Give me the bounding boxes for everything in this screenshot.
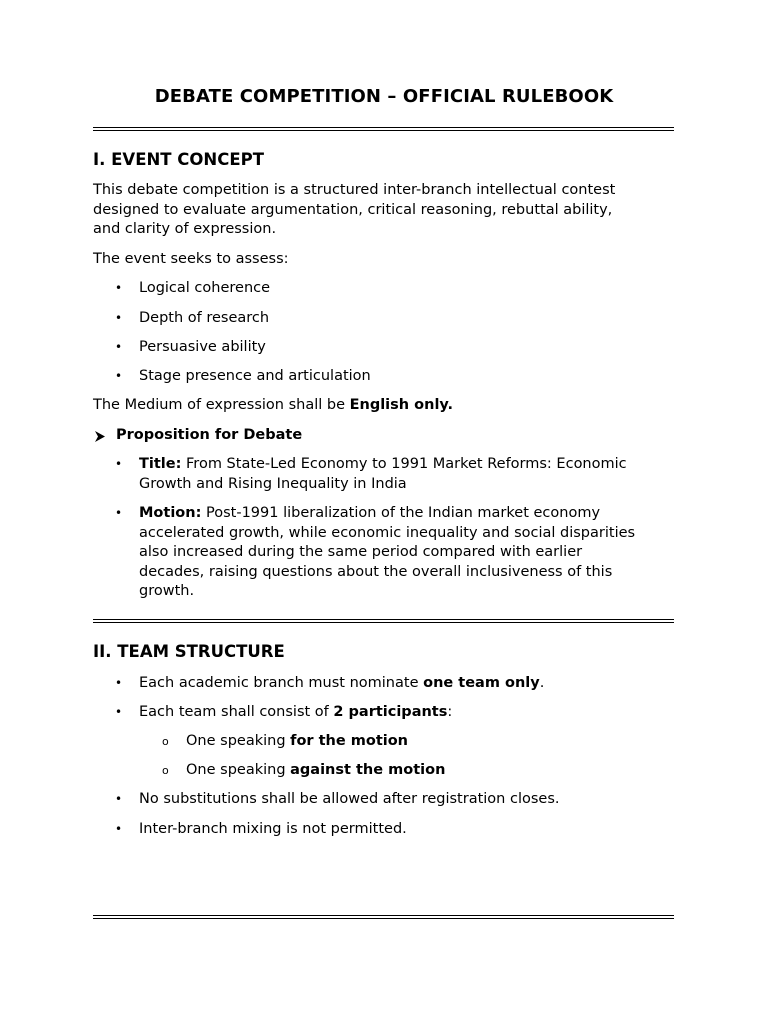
bullet: • [115,311,123,325]
assess-intro: The event seeks to assess: [93,251,289,267]
item-text: : [447,704,453,720]
motion-text: also increased during the same period compared with earlier [139,544,583,560]
bullet: • [115,676,123,690]
motion-text: Post-1991 liberalization of the Indian market economy [201,505,601,521]
sub-bullet: o [162,764,169,777]
item-text: One speaking [186,762,291,778]
assess-item: Logical coherence [139,280,271,296]
team-rule-item [139,674,699,694]
assess-item: Depth of research [139,310,270,326]
assess-item: Persuasive ability [139,339,266,355]
bullet: • [115,705,123,719]
item-text: Each team shall consist of [139,704,334,720]
arrow-bullet-icon [93,427,107,446]
item-text: Each academic branch must nominate [139,675,424,691]
bullet: • [115,369,123,383]
item-bold: one team only [423,675,540,691]
bullet: • [115,506,123,520]
bullet: • [115,457,123,471]
item-text: One speaking [186,733,291,749]
sub-item [186,761,686,781]
bullet: • [115,281,123,295]
intro-paragraph [93,181,683,240]
team-rule-item [139,703,699,723]
double-rule [93,619,674,623]
intro-line: designed to evaluate argumentation, critical reasoning, rebuttal ability, [93,201,613,218]
item-bold: against the motion [290,762,446,778]
title-text: From State-Led Economy to 1991 Market Reforms: Economic [181,456,627,472]
motion-label: Motion: [139,505,202,521]
sub-bullet: o [162,735,169,748]
bullet: • [115,792,123,806]
motion-text: decades, raising questions about the overall inclusiveness of this [139,563,613,580]
title-label: Title: [139,456,182,472]
section-heading-event-concept: I. EVENT CONCEPT [93,150,264,169]
double-rule [93,915,674,919]
document-title: DEBATE COMPETITION – OFFICIAL RULEBOOK [154,86,614,107]
team-rule-item: Inter-branch mixing is not permitted. [139,821,407,837]
sub-item [186,732,686,752]
bullet: • [115,822,123,836]
motion-item [139,504,699,602]
item-text: . [539,675,545,691]
section-heading-team-structure: II. TEAM STRUCTURE [93,642,285,661]
team-rule-item: No substitutions shall be allowed after registration closes. [139,791,560,807]
motion-text: growth. [139,583,195,599]
intro-line: and clarity of expression. [93,221,277,237]
double-rule [93,127,674,131]
medium-prefix: The Medium of expression shall be [93,397,350,413]
item-bold: 2 participants [333,704,448,720]
assess-item: Stage presence and articulation [139,368,371,384]
title-text: Growth and Rising Inequality in India [139,475,407,492]
medium-statement [93,396,683,416]
item-bold: for the motion [290,733,409,749]
proposition-heading: Proposition for Debate [116,427,303,443]
intro-line: This debate competition is a structured inter-branch intellectual contest [93,182,616,198]
motion-text: accelerated growth, while economic inequality and social disparities [139,524,636,541]
title-item [139,455,699,494]
bullet: • [115,340,123,354]
medium-bold: English only. [349,397,454,413]
